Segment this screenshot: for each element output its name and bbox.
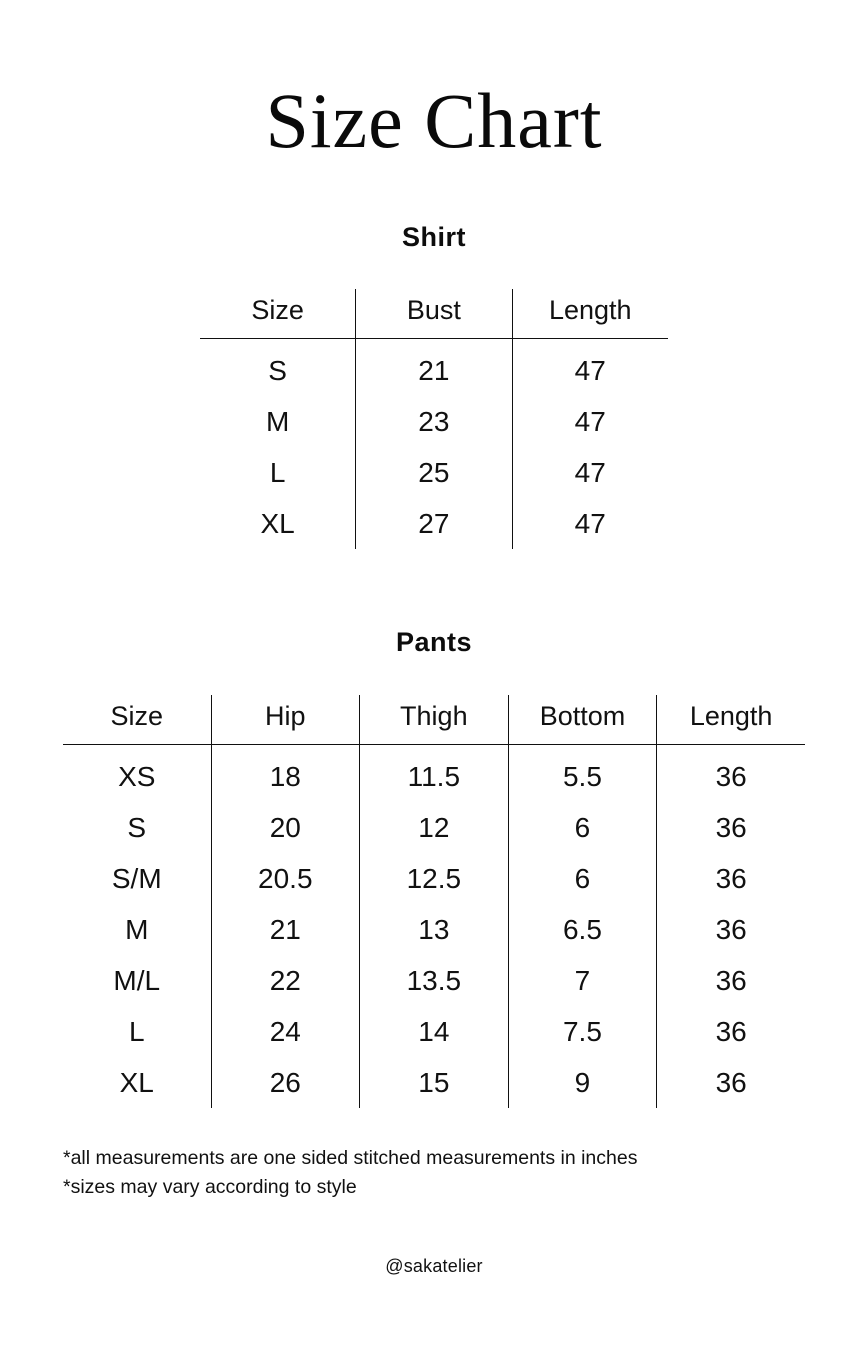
- cell-hip: 24: [211, 1006, 360, 1057]
- cell-bottom: 5.5: [508, 744, 657, 802]
- cell-hip: 20: [211, 802, 360, 853]
- cell-thigh: 13.5: [360, 955, 509, 1006]
- shirt-size-table: [200, 289, 668, 549]
- cell-bust: 25: [356, 447, 512, 498]
- note-line: *sizes may vary according to style: [63, 1176, 357, 1199]
- cell-bottom: 6: [508, 853, 657, 904]
- cell-hip: 20.5: [211, 853, 360, 904]
- cell-length: 47: [574, 355, 606, 387]
- cell-bottom: 7: [508, 955, 657, 1006]
- pants-section-title: Pants: [395, 627, 473, 658]
- table-row: [63, 802, 805, 853]
- cell-thigh: 12: [360, 802, 509, 853]
- cell-thigh: 14: [360, 1006, 509, 1057]
- measurement-notes: [63, 1144, 805, 1203]
- table-row: [63, 744, 805, 802]
- page-title: Size Chart: [265, 77, 603, 164]
- cell-length: 36: [715, 964, 747, 996]
- table-row: [200, 339, 668, 397]
- cell-size: M/L: [63, 955, 211, 1006]
- cell-length: 36: [715, 1066, 747, 1098]
- pants-size-table: [63, 695, 805, 1108]
- table-row: [63, 853, 805, 904]
- table-header-row: [200, 289, 668, 339]
- cell-hip: 22: [211, 955, 360, 1006]
- table-row: [63, 904, 805, 955]
- cell-length: 36: [715, 862, 747, 894]
- cell-length: 47: [574, 457, 606, 489]
- cell-size: S/M: [63, 853, 211, 904]
- cell-bust: 27: [356, 498, 512, 549]
- column-header: Hip: [211, 695, 360, 745]
- cell-thigh: 12.5: [360, 853, 509, 904]
- column-header: Thigh: [360, 695, 509, 745]
- cell-bust: 21: [356, 339, 512, 397]
- column-header: Length: [657, 695, 805, 745]
- brand-handle: @sakatelier: [385, 1256, 483, 1277]
- table-row: [63, 1057, 805, 1108]
- cell-thigh: 15: [360, 1057, 509, 1108]
- cell-size: M: [63, 904, 211, 955]
- column-header: Size: [200, 289, 356, 339]
- cell-size: L: [200, 447, 356, 498]
- column-header: Length: [512, 289, 668, 339]
- cell-bottom: 9: [508, 1057, 657, 1108]
- cell-size: M: [200, 396, 356, 447]
- column-header: Bust: [356, 289, 512, 339]
- cell-thigh: 13: [360, 904, 509, 955]
- cell-length: 47: [574, 406, 606, 438]
- cell-length: 36: [715, 760, 747, 792]
- cell-bottom: 6: [508, 802, 657, 853]
- cell-size: XL: [200, 498, 356, 549]
- cell-length: 36: [715, 1015, 747, 1047]
- note-line: *all measurements are one sided stitched measurements in inches: [63, 1146, 638, 1169]
- table-row: [200, 447, 668, 498]
- table-header-row: [63, 695, 805, 745]
- column-header: Size: [63, 695, 211, 745]
- table-row: [200, 396, 668, 447]
- cell-thigh: 11.5: [360, 744, 509, 802]
- cell-length: 47: [574, 508, 606, 540]
- cell-hip: 21: [211, 904, 360, 955]
- table-row: [63, 1006, 805, 1057]
- column-header: Bottom: [508, 695, 657, 745]
- cell-size: L: [63, 1006, 211, 1057]
- cell-length: 36: [715, 811, 747, 843]
- cell-size: XL: [63, 1057, 211, 1108]
- cell-bust: 23: [356, 396, 512, 447]
- cell-size: S: [63, 802, 211, 853]
- table-row: [200, 498, 668, 549]
- cell-size: S: [200, 339, 356, 397]
- cell-size: XS: [63, 744, 211, 802]
- cell-hip: 18: [211, 744, 360, 802]
- shirt-section-title: Shirt: [401, 222, 466, 252]
- cell-bottom: 7.5: [508, 1006, 657, 1057]
- cell-hip: 26: [211, 1057, 360, 1108]
- cell-length: 36: [715, 913, 747, 945]
- cell-bottom: 6.5: [508, 904, 657, 955]
- table-row: [63, 955, 805, 1006]
